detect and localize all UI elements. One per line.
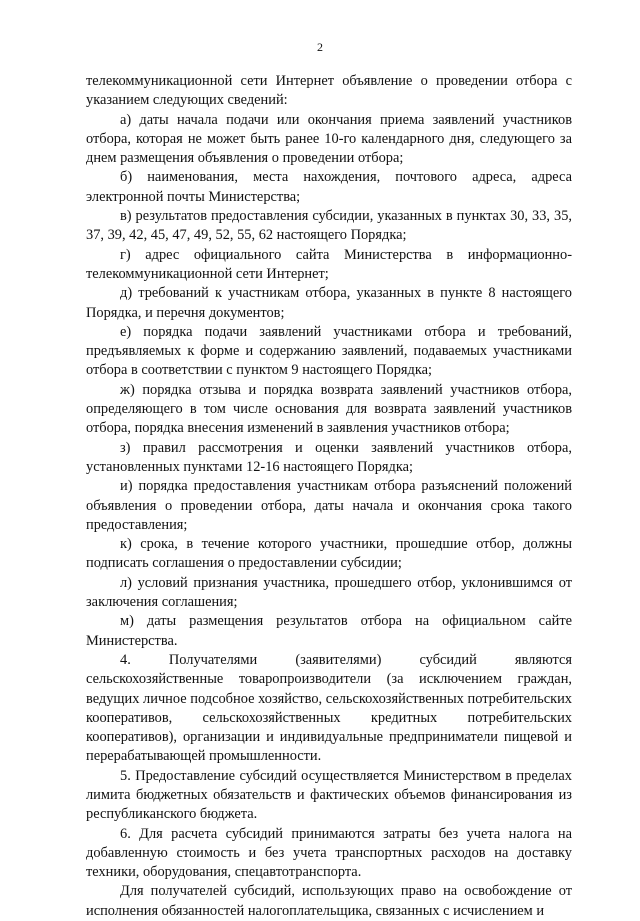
paragraph-item-k: к) срока, в течение которого участники, прошедшие отбор, должны подписать соглашения о предоставлении субсидии; [86, 536, 572, 572]
paragraph-continuation: телекоммуникационной сети Интернет объявление о проведении отбора с указанием следующих сведений: [86, 73, 572, 109]
paragraph-item-d: д) требований к участникам отбора, указанных в пункте 8 настоящего Порядка, и перечня документов; [86, 285, 572, 321]
paragraph-item-zh: ж) порядка отзыва и порядка возврата заявлений участников отбора, определяющего в том числе основания для возврата заявлений участников отбора, порядка внесения изменений в заявления участников отбора; [86, 381, 572, 437]
document-body [86, 72, 572, 921]
paragraph-item-a: а) даты начала подачи или окончания приема заявлений участников отбора, которая не может быть ранее 10-го календарного дня, следующего за днем размещения объявления о проведении отбора; [86, 111, 572, 167]
paragraph-item-z: з) правил рассмотрения и оценки заявлений участников отбора, установленных пунктами 12-16 настоящего Порядка; [86, 439, 572, 475]
page-number: 2 [317, 40, 323, 54]
paragraph-section-6-continued: Для получателей субсидий, использующих право на освобождение от исполнения обязанностей налогоплательщика, связанных с исчислением и [86, 883, 572, 919]
paragraph-item-i: и) порядка предоставления участникам отбора разъяснений положений объявления о проведении отбора, даты начала и окончания срока такого предоставления; [86, 478, 572, 533]
paragraph-item-m: м) даты размещения результатов отбора на официальном сайте Министерства. [86, 613, 572, 649]
paragraph-item-v: в) результатов предоставления субсидии, указанных в пунктах 30, 33, 35, 37, 39, 42, 45, 47, 49, 52, 55, 62 настоящего Порядка; [86, 208, 572, 244]
paragraph-section-6: 6. Для расчета субсидий принимаются затраты без учета налога на добавленную стоимость и без учета транспортных расходов на доставку техники, оборудования, спецавтотранспорта. [86, 825, 572, 881]
paragraph-item-b: б) наименования, места нахождения, почтового адреса, адреса электронной почты Министерства; [86, 169, 572, 205]
paragraph-item-l: л) условий признания участника, прошедшего отбор, уклонившимся от заключения соглашения; [86, 574, 572, 611]
paragraph-item-g: г) адрес официального сайта Министерства в информационно-телекоммуникационной сети Интернет; [86, 246, 572, 282]
paragraph-section-5: 5. Предоставление субсидий осуществляется Министерством в пределах лимита бюджетных обязательств и фактических объемов финансирования из республиканского бюджета. [86, 767, 572, 823]
paragraph-item-e: е) порядка подачи заявлений участниками отбора и требований, предъявляемых к форме и содержанию заявлений, подаваемых участниками отбора в соответствии с пунктом 9 настоящего Порядка; [86, 323, 572, 379]
paragraph-section-4: 4. Получателями (заявителями) субсидий являются сельскохозяйственные товаропроизводители (за исключением граждан, ведущих личное подсобное хозяйство, сельскохозяйственных потребительских кооперативов, сельскохозяйственных кредитных потребительских кооперативов), организации и индивидуальные предприниматели пищевой и перерабатывающей промышленности. [86, 651, 572, 765]
